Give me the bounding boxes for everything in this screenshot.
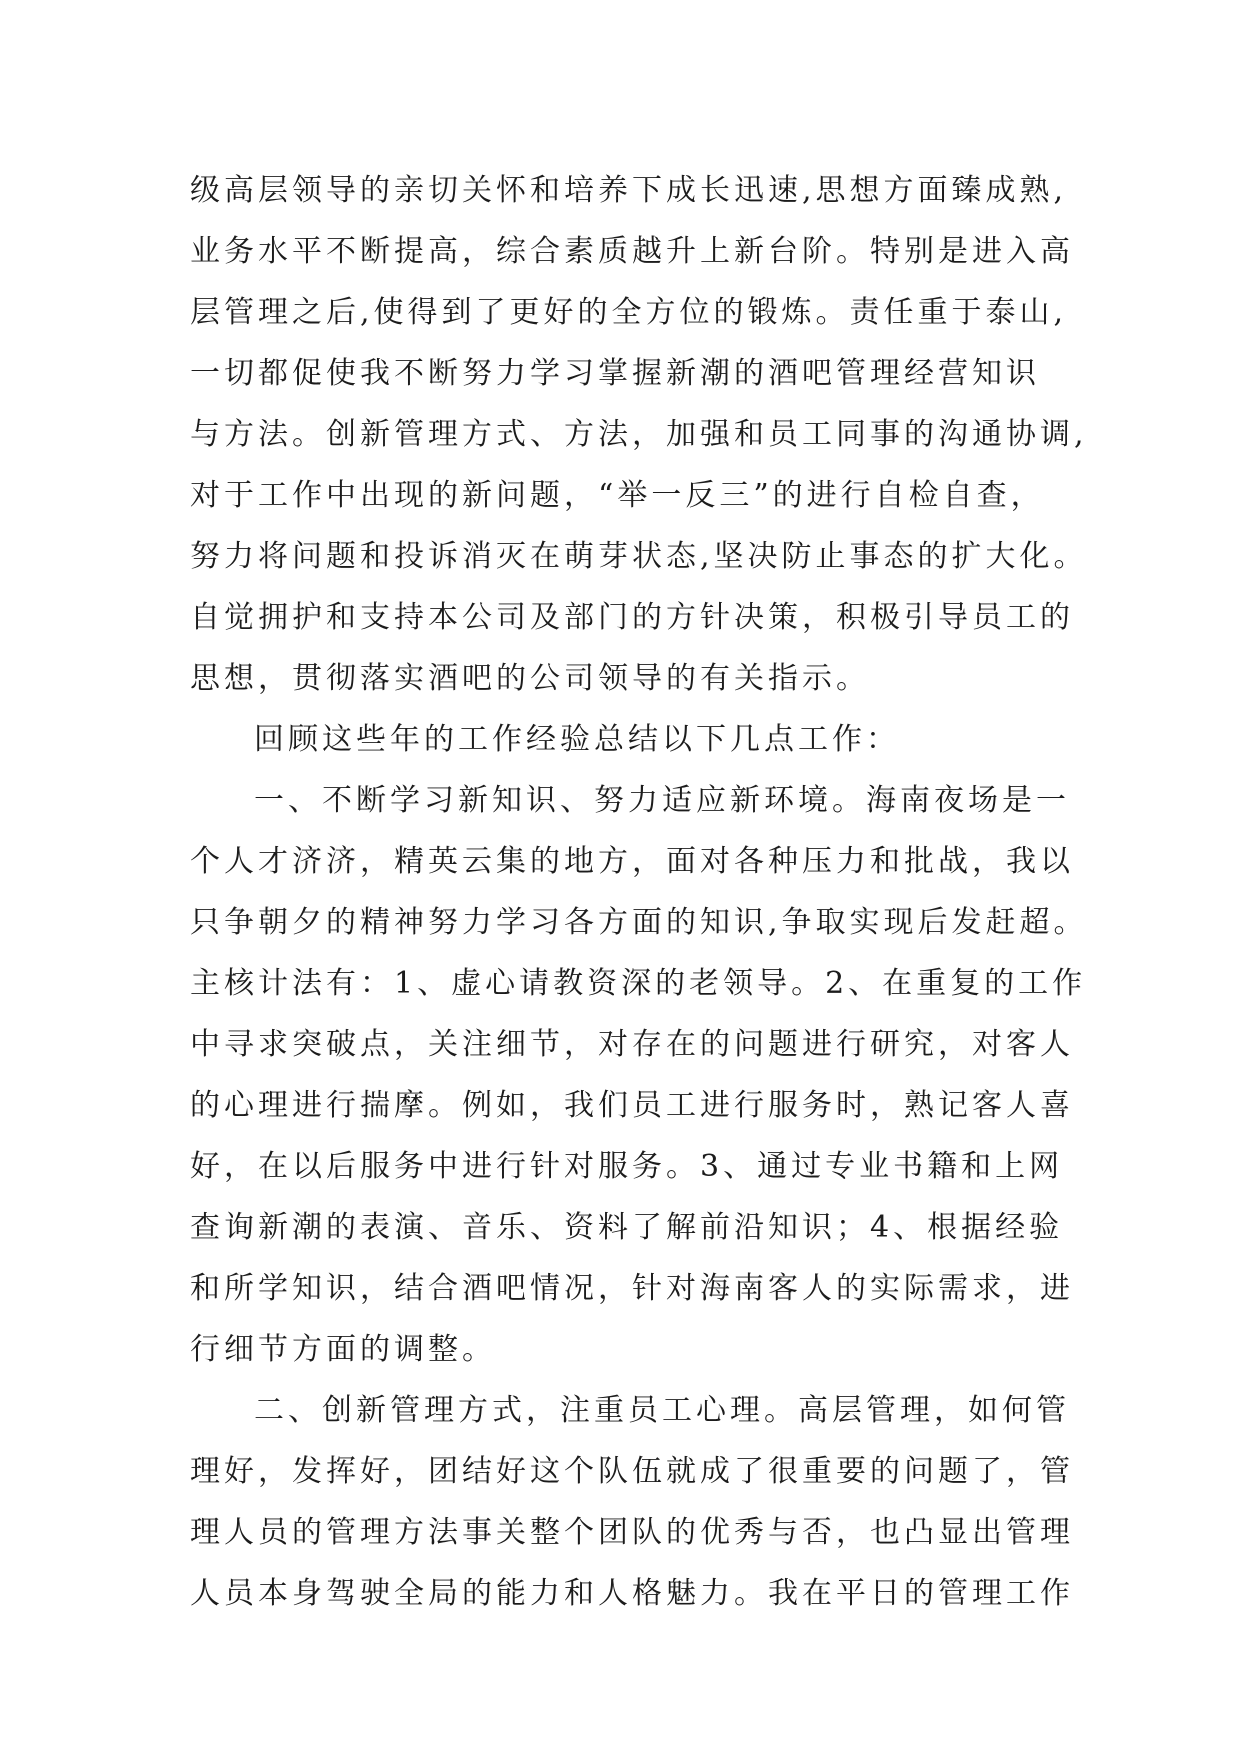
text-line: 和所学知识，结合酒吧情况，针对海南客人的实际需求，进	[190, 1271, 1074, 1306]
text-line: 好，在以后服务中进行针对服务。3、通过专业书籍和上网	[190, 1149, 1064, 1184]
text-line: 中寻求突破点，关注细节，对存在的问题进行研究，对客人	[190, 1027, 1074, 1062]
text-line: 只争朝夕的精神努力学习各方面的知识,争取实现后发赶超。	[190, 905, 1088, 940]
text-line: 业务水平不断提高，综合素质越升上新台阶。特别是进入高	[190, 234, 1074, 269]
text-line: 理好，发挥好，团结好这个队伍就成了很重要的问题了，管	[190, 1454, 1074, 1489]
text-line: 一、不断学习新知识、努力适应新环境。海南夜场是一	[254, 783, 1070, 818]
text-line: 理人员的管理方法事关整个团队的优秀与否，也凸显出管理	[190, 1515, 1074, 1550]
text-line: 思想，贯彻落实酒吧的公司领导的有关指示。	[190, 661, 870, 696]
text-line: 自觉拥护和支持本公司及部门的方针决策，积极引导员工的	[190, 600, 1074, 635]
text-line: 的心理进行揣摩。例如，我们员工进行服务时，熟记客人喜	[190, 1088, 1074, 1123]
text-line: 个人才济济，精英云集的地方，面对各种压力和批战，我以	[190, 844, 1074, 879]
text-line: 行细节方面的调整。	[190, 1332, 496, 1367]
text-line: 努力将问题和投诉消灭在萌芽状态,坚决防止事态的扩大化。	[190, 539, 1088, 574]
text-line: 与方法。创新管理方式、方法，加强和员工同事的沟通协调,	[190, 417, 1088, 452]
text-line: 级高层领导的亲切关怀和培养下成长迅速,思想方面臻成熟,	[190, 173, 1068, 208]
text-line: 回顾这些年的工作经验总结以下几点工作：	[254, 722, 900, 757]
text-line: 对于工作中出现的新问题，“举一反三”的进行自检自查，	[190, 478, 1045, 513]
text-line: 二、创新管理方式，注重员工心理。高层管理，如何管	[254, 1393, 1070, 1428]
text-line: 层管理之后,使得到了更好的全方位的锻炼。责任重于泰山,	[190, 295, 1068, 330]
text-line: 主核计法有：1、虚心请教资深的老领导。2、在重复的工作	[190, 966, 1087, 1001]
text-line: 查询新潮的表演、音乐、资料了解前沿知识；4、根据经验	[190, 1210, 1064, 1245]
text-line: 一切都促使我不断努力学习掌握新潮的酒吧管理经营知识	[190, 356, 1040, 391]
text-line: 人员本身驾驶全局的能力和人格魅力。我在平日的管理工作	[190, 1576, 1074, 1611]
document-body	[190, 160, 1088, 1624]
